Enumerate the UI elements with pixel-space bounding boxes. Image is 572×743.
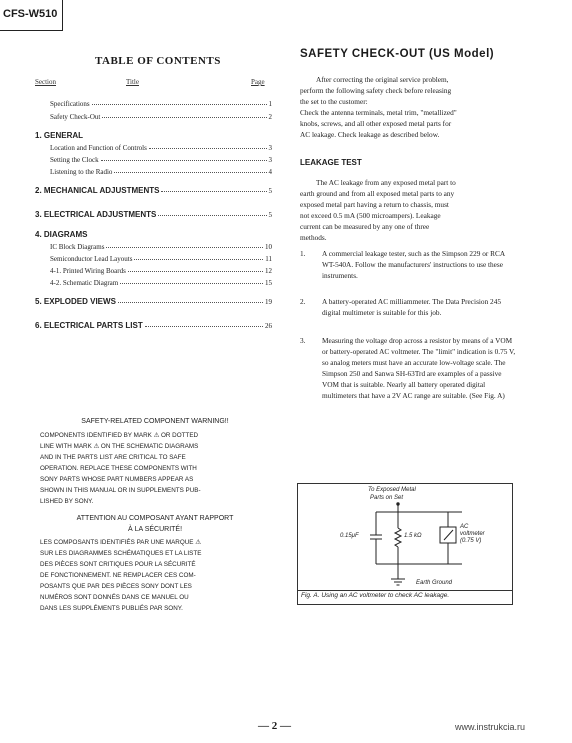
circuit-diagram [298,484,512,604]
warning-fr-title-1: ATTENTION AU COMPOSANT AYANT RAPPORT [76,515,234,522]
toc-col-page: Page [251,78,265,86]
toc-entry-safety-checkout[interactable]: Safety Check-Out 2 [50,113,272,121]
safety-intro: After correcting the original service problem, perform the following safety check before releasing the set to the customer: Check the antenna terminals, metal trim, "metallized" knobs, screws, and all other exposed metal parts for AC leakage. Check leakage as described below. [300,75,457,139]
earth-ground-label: Earth Ground [416,580,453,586]
resistor-label: 1.5 kΩ [404,533,422,539]
model-tag [0,0,63,31]
toc-entry-ic-block[interactable]: IC Block Diagrams 10 [50,243,272,251]
leakage-test-body: The AC leakage from any exposed metal part to earth ground and from all exposed metal parts to any exposed metal part having a return to chassis, must not exceed 0.5 mA (500 microampers). Leakage current can be measured by any one of three methods. [300,178,456,242]
toc-entry-pwb[interactable]: 4-1. Printed Wiring Boards 12 [50,267,272,275]
capacitor-label: 0.15μF [340,533,359,539]
watermark-url: www.instrukcia.ru [455,722,526,732]
toc-col-section: Section [35,78,56,86]
safety-title: SAFETY CHECK-OUT (US Model) [300,48,495,60]
toc-entry-specifications[interactable]: Specifications 1 [50,100,272,108]
figure-caption: Fig. A. Using an AC voltmeter to check AC leakage. [301,592,450,599]
warning-en-body: COMPONENTS IDENTIFIED BY MARK ⚠ OR DOTTED LINE WITH MARK ⚠ ON THE SCHEMATIC DIAGRAMS AND IN THE PARTS LIST ARE CRITICAL TO SAFE OPERATION. REPLACE THESE COMPONENTS WITH SONY PARTS WHOSE PART NUMBERS APPEAR AS SHOWN IN THIS MANUAL OR IN SUPPLEMENTS PUB- LISHED BY SONY. [40,432,201,505]
figure-label-exposed-metal: To Exposed Metal [368,487,416,493]
toc-entry-controls[interactable]: Location and Function of Controls 3 [50,144,272,152]
warning-en-title: SAFETY-RELATED COMPONENT WARNING!! [81,418,229,425]
voltmeter-label-voltmeter: voltmeter [460,531,485,537]
toc-section-parts-list[interactable]: 6. ELECTRICAL PARTS LIST 26 [35,321,272,330]
page-number: — 2 — [258,720,291,732]
toc-title: TABLE OF CONTENTS [95,55,221,67]
toc-entry-radio[interactable]: Listening to the Radio 4 [50,168,272,176]
voltmeter-label-range: (0.75 V) [460,538,482,544]
figure-caption-divider [298,590,512,591]
figure-a [297,483,513,605]
toc-section-electrical[interactable]: 3. ELECTRICAL ADJUSTMENTS 5 [35,210,272,219]
toc-section-exploded[interactable]: 5. EXPLODED VIEWS 19 [35,297,272,306]
figure-label-parts-on-set: Parts on Set [370,495,404,501]
warning-fr-title-2: À LA SÉCURITÉ! [127,526,183,533]
model-number: CFS-W510 [3,8,58,20]
leakage-test-title: LEAKAGE TEST [300,158,362,167]
toc-entry-clock[interactable]: Setting the Clock 3 [50,156,272,164]
toc-section-mechanical[interactable]: 2. MECHANICAL ADJUSTMENTS 5 [35,186,272,195]
toc-entry-lead-layouts[interactable]: Semiconductor Lead Layouts 11 [50,255,272,263]
warning-fr-body: LES COMPOSANTS IDENTIFIÉS PAR UNE MARQUE ⚠ SUR LES DIAGRAMMES SCHÉMATIQUES ET LA LISTE DES PIÈCES SONT CRITIQUES POUR LA SÉCURITÉ DE FONCTIONNEMENT. NE REMPLACER CES COM- POSANTS QUE PAR DES PIÈCES SONY DONT LES NUMÉROS SONT DONNÉS DANS CE MANUEL OU DANS LES SUPPLÉMENTS PUBLIÉS PAR SONY. [40,539,202,612]
toc-entry-schematic[interactable]: 4-2. Schematic Diagram 15 [50,279,272,287]
toc-section-diagrams[interactable]: 4. DIAGRAMS [35,230,88,239]
toc-col-title: Title [126,78,139,86]
toc-section-general[interactable]: 1. GENERAL [35,131,84,140]
voltmeter-label-ac: AC [460,524,469,530]
